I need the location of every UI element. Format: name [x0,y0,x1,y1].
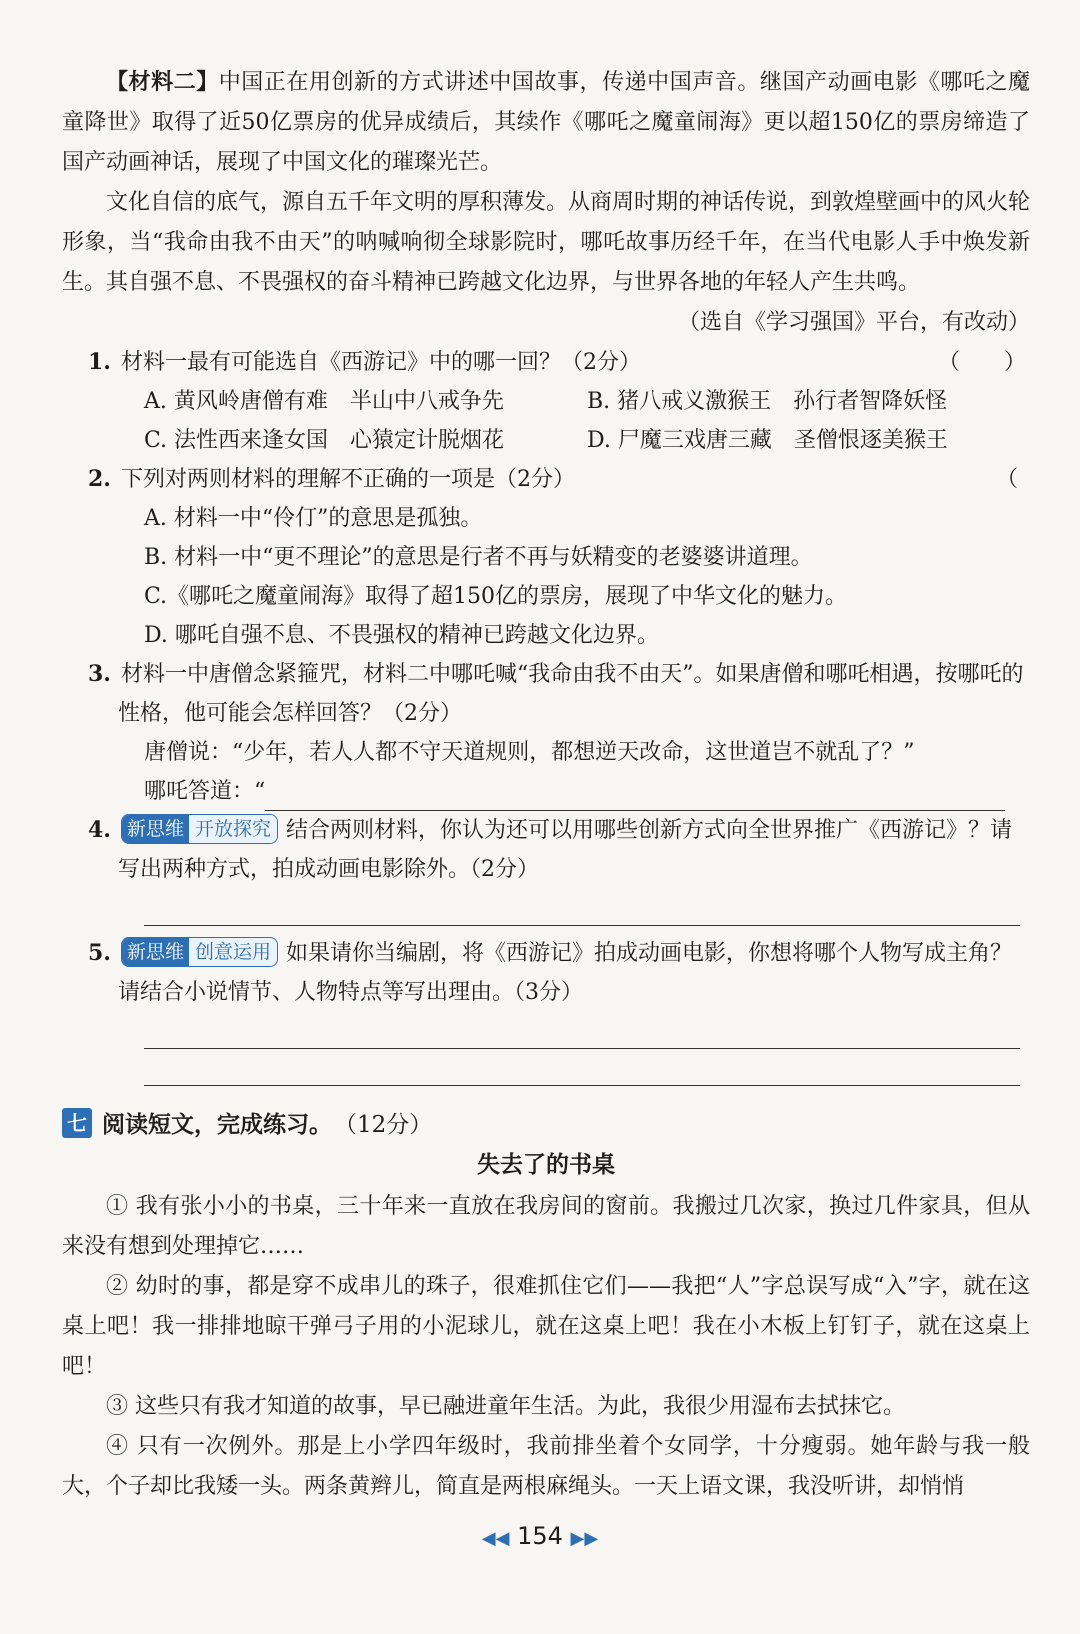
section-7-score: （12分） [334,1112,433,1138]
q2-option-d[interactable]: D. 哪吒自强不息、不畏强权的精神已跨越文化边界。 [144,623,659,648]
question-2: 2. 下列对两则材料的理解不正确的一项是（2分） （ A. 材料一中“伶仃”的意思是孤独。 B. 材料一中“更不理论”的意思是行者不再与妖精变的老婆婆讲道理。 C.《哪吒之魔童闹海》取得了超150亿的票房，展现了中华文化的魅力。 D. 哪吒自强不息、不畏强权的精神已跨越文化边界。 [62,460,1030,655]
material2-para1-text: 中国正在用创新的方式讲述中国故事，传递中国声音。继国产动画电影《哪吒之魔童降世》取得了近50亿票房的优异成绩后，其续作《哪吒之魔童闹海》更以超150亿的票房缔造了国产动画神话，展现了中国文化的璀璨光芒。 [62,70,1030,175]
q1-option-d[interactable]: D. 尸魔三戏唐三藏 圣僧恨逐美猴王 [587,428,948,453]
q5-badge [121,937,278,967]
q4-badge-main: 新思维 [122,815,189,843]
q5-badge-main: 新思维 [122,938,189,966]
q3-tang-line: 唐僧说：“少年，若人人都不守天道规则，都想逆天改命，这世道岂不就乱了？” [144,740,915,765]
material2-source: （选自《学习强国》平台，有改动） [677,310,1030,335]
q1-options-row2 [62,421,1030,460]
section-7-number: 七 [62,1108,92,1138]
section-7-title: 阅读短文，完成练习。 [102,1111,332,1138]
question-5 [62,934,1030,1086]
q4-number: 4. [88,817,111,843]
q4-badge [121,814,278,844]
q1-option-b[interactable]: B. 猪八戒义激猴王 孙行者智降妖怪 [587,389,948,414]
q5-number: 5. [88,940,111,966]
material2-label: 【材料二】 [106,69,219,95]
q4-answer-line[interactable] [144,889,1020,926]
q3-number: 3. [88,661,111,687]
q4-badge-sub: 开放探究 [189,815,277,843]
section-7-header [62,1106,1030,1139]
article-para-1: ① 我有张小小的书桌，三十年来一直放在我房间的窗前。我搬过几次家，换过几件家具，但从来没有想到处理掉它…… [62,1194,1030,1259]
article-title: 失去了的书桌 [477,1152,615,1178]
material2-para1 [62,62,1030,183]
q1-option-a[interactable]: A. 黄风岭唐僧有难 半山中八戒争先 [144,389,504,414]
material2-para2: 文化自信的底气，源自五千年文明的厚积薄发。从商周时期的神话传说，到敦煌壁画中的风火轮形象，当“我命由我不由天”的呐喊响彻全球影院时，哪吒故事历经千年，在当代电影人手中焕发新生。其自强不息、不畏强权的奋斗精神已跨越文化边界，与世界各地的年轻人产生共鸣。 [62,190,1031,295]
q1-option-c[interactable]: C. 法性西来逢女国 心猿定计脱烟花 [144,428,505,453]
article-para-4: ④ 只有一次例外。那是上小学四年级时，我前排坐着个女同学，十分瘦弱。她年龄与我一般大，个子却比我矮一头。两条黄辫儿，简直是两根麻绳头。一天上语文课，我没听讲，却悄悄 [62,1434,1030,1499]
q5-text: 如果请你当编剧，将《西游记》拍成动画电影，你想将哪个人物写成主角？请结合小说情节、人物特点等写出理由。（3分） [118,941,1013,1005]
q5-badge-sub: 创意运用 [189,938,277,966]
q1-answer-paren[interactable]: （ ） [937,350,1026,375]
page-footer [0,1522,1080,1550]
q3-answer-blank[interactable] [265,784,1005,811]
page-number: 154 [517,1522,563,1550]
article-para-3: ③ 这些只有我才知道的故事，早已融进童年生活。为此，我很少用湿布去拭抹它。 [106,1394,905,1419]
question-3 [62,655,1030,811]
q1-text: 材料一最有可能选自《西游记》中的哪一回？（2分） [120,350,641,375]
article-para-2: ② 幼时的事，都是穿不成串儿的珠子，很难抓住它们——我把“人”字总误写成“入”字，就在这桌上吧！我一排排地晾干弹弓子用的小泥球儿，就在这桌上吧！我在小木板上钉钉子，就在这桌上吧！ [62,1274,1030,1379]
q3-nezha-prefix: 哪吒答道：“ [144,779,266,804]
q5-answer-line-2[interactable] [144,1049,1020,1086]
q2-option-a[interactable]: A. 材料一中“伶仃”的意思是孤独。 [144,506,483,531]
q2-option-c[interactable]: C.《哪吒之魔童闹海》取得了超150亿的票房，展现了中华文化的魅力。 [144,584,848,609]
q2-text: 下列对两则材料的理解不正确的一项是（2分） [120,467,575,492]
q3-nezha-line [62,772,1030,811]
q3-text: 材料一中唐僧念紧箍咒，材料二中哪吒喊“我命由我不由天”。如果唐僧和哪吒相遇，按哪吒的性格，他可能会怎样回答？（2分） [118,662,1024,726]
next-arrow-icon: ▶▶ [570,1528,599,1549]
q1-number: 1. [88,349,111,375]
q1-options-row1 [62,382,1030,421]
q2-option-b[interactable]: B. 材料一中“更不理论”的意思是行者不再与妖精变的老婆婆讲道理。 [144,545,813,570]
prev-arrow-icon: ◀◀ [481,1528,510,1549]
question-4 [62,811,1030,926]
q4-text: 结合两则材料，你认为还可以用哪些创新方式向全世界推广《西游记》？请写出两种方式，拍成动画电影除外。（2分） [118,818,1013,882]
q5-answer-line-1[interactable] [144,1012,1020,1049]
question-1 [62,343,1030,460]
q2-number: 2. [88,466,111,492]
